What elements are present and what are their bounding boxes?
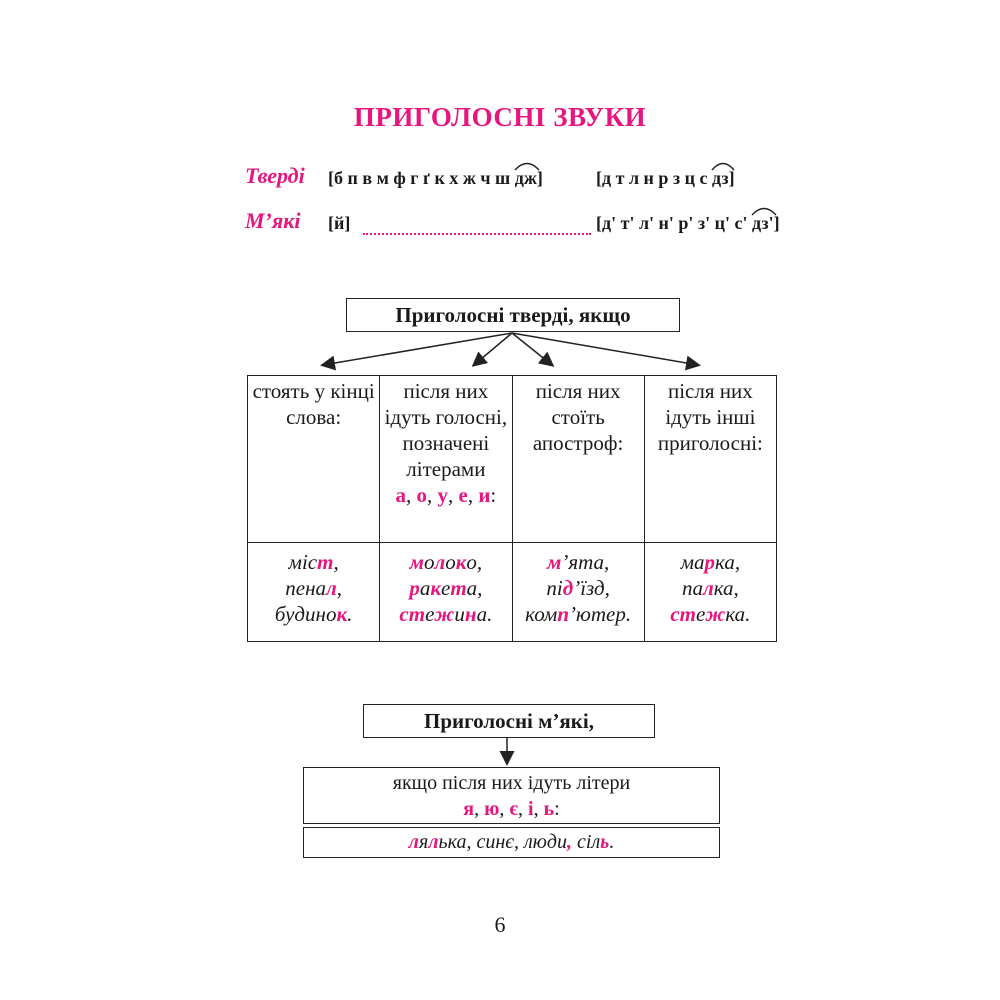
- soft-examples-text: лялька, синє, люди, сіль.: [408, 831, 615, 853]
- arrow-4: [512, 333, 698, 365]
- examples-cell: молоко, ракета, стежина.: [380, 543, 512, 642]
- soft-letters: я, ю, є, і, ь:: [463, 798, 560, 820]
- arrow-3: [512, 333, 552, 365]
- examples-cell: марка, палка, стежка.: [644, 543, 776, 642]
- hard-sounds-group-2: [д т л н р з ц с дз ]: [596, 168, 735, 189]
- table-row: [248, 543, 777, 642]
- condition-cell: після них стоїть апостроф:: [512, 376, 644, 543]
- examples-cell: міст, пенал, будинок.: [248, 543, 380, 642]
- soft-sounds-group-2: [д' т' л' н' р' з' ц' с' дз' ]: [596, 213, 780, 234]
- examples-cell: м’ята, під’їзд, комп’ютер.: [512, 543, 644, 642]
- page-number: 6: [494, 912, 506, 937]
- hard-header-box: Приголосні тверді, якщо: [346, 298, 680, 332]
- condition-cell: стоять у кінці слова:: [248, 376, 380, 543]
- soft-header-text: Приголосні м’які,: [424, 709, 594, 733]
- arrow-1: [323, 333, 512, 365]
- soft-condition-box: [303, 767, 720, 824]
- soft-condition-text: якщо після них ідуть літери: [392, 772, 631, 794]
- soft-label: М’які: [245, 208, 301, 233]
- condition-cell: після них ідуть голосні, позначені літерами а, о, у, е, и:: [380, 376, 512, 543]
- condition-cell: після них ідуть інші приголосні:: [644, 376, 776, 543]
- page-title: ПРИГОЛОСНІ ЗВУКИ: [353, 102, 647, 132]
- soft-examples-box: [303, 827, 720, 858]
- hard-consonants-table: [247, 375, 777, 642]
- soft-header-box: [363, 704, 655, 738]
- table-row: [248, 376, 777, 543]
- hard-sounds-group-1: [б п в м ф г ґ к х ж ч ш дж ]: [328, 168, 543, 189]
- hard-label: Тверді: [245, 163, 305, 188]
- soft-sounds-group-1: [й]: [328, 213, 351, 233]
